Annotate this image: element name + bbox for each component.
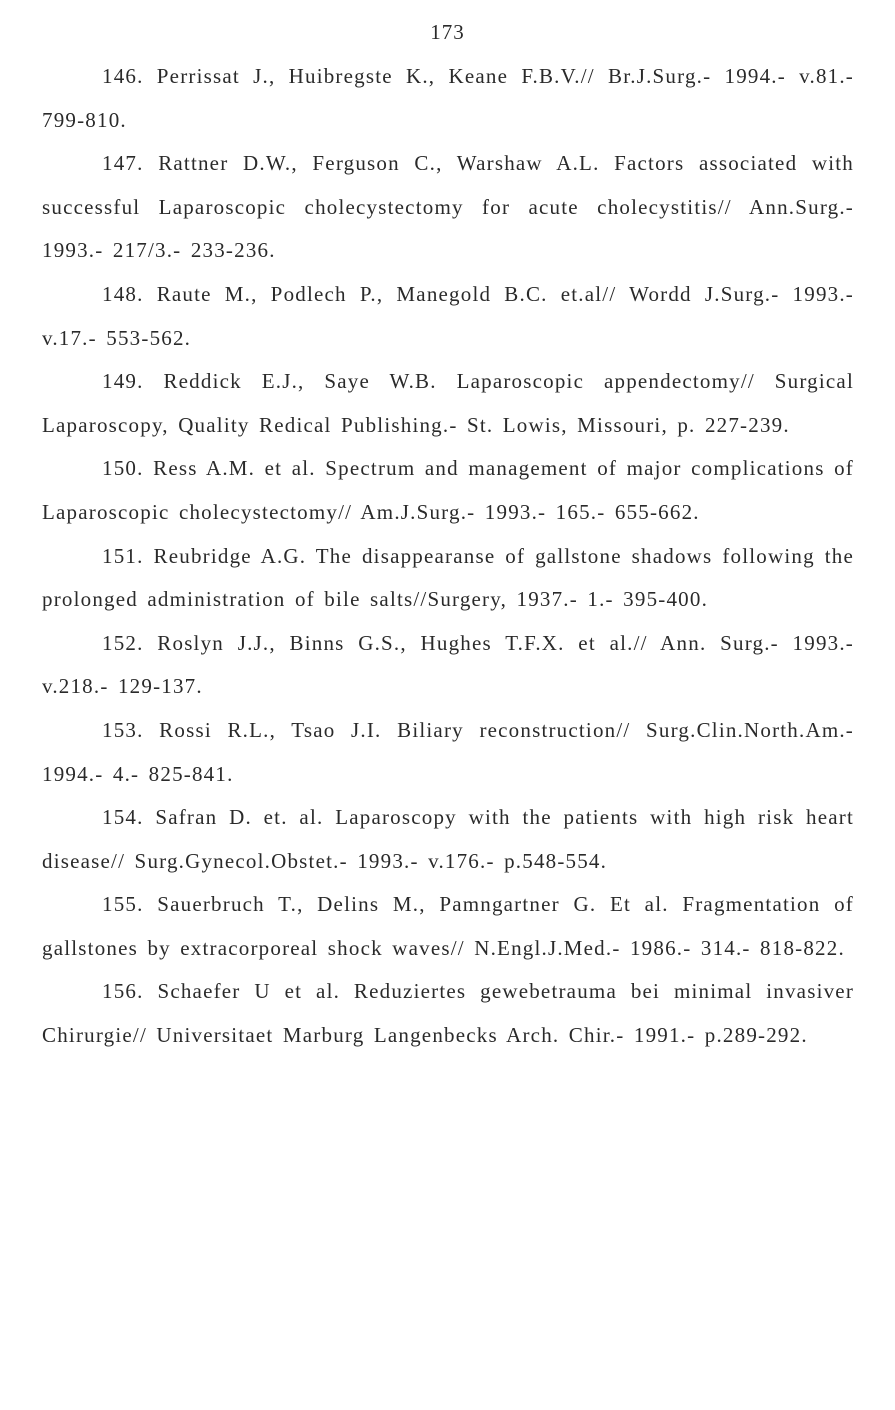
reference-number: 155.	[102, 892, 144, 917]
reference-item	[42, 709, 854, 796]
reference-text: Reddick E.J., Saye W.B. Laparoscopic appendectomy// Surgical Laparoscopy, Quality Redical Publishing.- St. Lowis, Missouri, p. 227-239.	[42, 369, 854, 437]
reference-text: Raute M., Podlech P., Manegold B.C. et.al// Wordd J.Surg.- 1993.- v.17.- 553-562.	[42, 281, 854, 350]
reference-number: 151.	[102, 543, 144, 568]
reference-item	[42, 360, 854, 447]
reference-number: 156.	[102, 979, 144, 1004]
reference-item	[42, 55, 854, 142]
reference-item	[42, 622, 854, 709]
reference-item	[42, 883, 854, 970]
reference-number: 146.	[102, 64, 144, 88]
reference-list	[42, 55, 854, 1058]
reference-item	[42, 142, 854, 273]
reference-text: Reubridge A.G. The disappearanse of gallstone shadows following the prolonged administration of bile salts//Surgery, 1937.- 1.- 395-400.	[42, 543, 854, 612]
reference-text: Rattner D.W., Ferguson C., Warshaw A.L. Factors associated with successful Laparoscopic cholecystectomy for acute cholecystitis// Ann.Surg.- 1993.- 217/3.- 233-236.	[42, 151, 855, 263]
reference-item	[42, 273, 854, 360]
reference-text: Rossi R.L., Tsao J.I. Biliary reconstruction// Surg.Clin.North.Am.- 1994.- 4.- 825-841.	[42, 717, 854, 786]
reference-number: 150.	[102, 456, 144, 481]
reference-number: 149.	[102, 369, 144, 394]
reference-text: Sauerbruch T., Delins M., Pamngartner G. Et al. Fragmentation of gallstones by extracorporeal shock waves// N.Engl.J.Med.- 1986.- 314.- 818-822.	[42, 892, 854, 960]
reference-item	[42, 796, 854, 883]
reference-number: 154.	[102, 805, 144, 830]
page-number: 173	[430, 20, 465, 44]
reference-item	[42, 970, 854, 1057]
reference-item	[42, 447, 854, 534]
reference-number: 148.	[102, 281, 144, 306]
reference-text: Safran D. et. al. Laparoscopy with the patients with high risk heart disease// Surg.Gynecol.Obstet.- 1993.- v.176.- p.548-554.	[42, 805, 854, 873]
reference-text: Perrissat J., Huibregste K., Keane F.B.V.// Br.J.Surg.- 1994.- v.81.- 799-810.	[42, 64, 854, 132]
reference-text: Roslyn J.J., Binns G.S., Hughes T.F.X. et al.// Ann. Surg.- 1993.- v.218.- 129-137.	[42, 630, 854, 699]
reference-number: 152.	[102, 630, 144, 655]
reference-number: 153.	[102, 717, 144, 742]
reference-text: Ress A.M. et al. Spectrum and management of major complications of Laparoscopic cholecystectomy// Am.J.Surg.- 1993.- 165.- 655-662.	[42, 456, 854, 524]
reference-text: Schaefer U et al. Reduziertes gewebetrauma bei minimal invasiver Chirurgie// Universitaet Marburg Langenbecks Arch. Chir.- 1991.- p.289-292.	[42, 979, 855, 1048]
reference-number: 147.	[102, 151, 144, 176]
reference-item	[42, 535, 854, 622]
